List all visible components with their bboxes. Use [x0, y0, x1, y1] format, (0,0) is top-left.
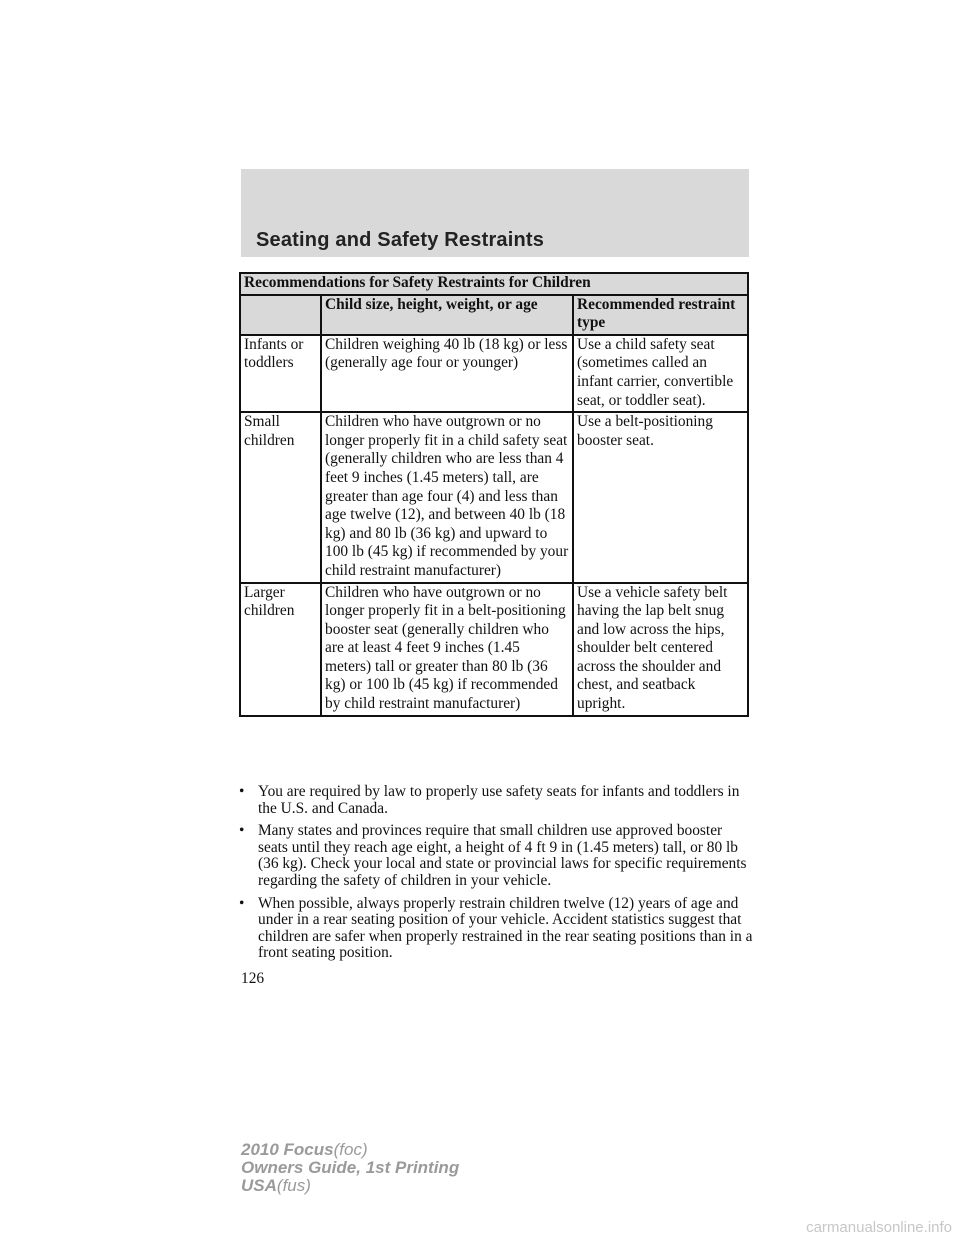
table-caption: Recommendations for Safety Restraints for Children	[240, 273, 748, 295]
footer-line-2	[241, 1159, 459, 1177]
bullet-text: You are required by law to properly use safety seats for infants and toddlers in the U.S. and Canada.	[258, 783, 740, 817]
site-watermark: carmanualsonline.info	[806, 1219, 952, 1236]
list-item	[239, 823, 754, 889]
bullet-marker: •	[239, 894, 245, 912]
row-category: Small children	[240, 412, 321, 582]
row-restraint: Use a vehicle safety belt having the lap belt snug and low across the hips, shoulder belt centered across the shoulder and chest, and seatback upright.	[573, 583, 748, 716]
table-row	[240, 335, 748, 412]
footer-model: 2010 Focus	[241, 1140, 334, 1159]
row-restraint: Use a child safety seat (sometimes called an infant carrier, convertible seat, or toddler seat).	[573, 335, 748, 412]
page-number: 126	[241, 970, 265, 987]
column-header-restraint: Recommended restraint type	[573, 295, 748, 335]
list-item	[239, 896, 754, 962]
footer-model-code: (foc)	[333, 1140, 368, 1159]
row-size: Children who have outgrown or no longer properly fit in a belt-positioning booster seat (generally children who are at least 4 feet 9 inches (1.45 meters) tall or greater than 80 lb (36 kg) or 100 lb (45 kg) if recommended by child restraint manufacturer)	[321, 583, 573, 716]
column-header-size: Child size, height, weight, or age	[321, 295, 573, 335]
row-category: Infants or toddlers	[240, 335, 321, 412]
footer-market-code: (fus)	[276, 1176, 311, 1195]
table-row	[240, 412, 748, 582]
bullet-text: Many states and provinces require that small children use approved booster seats until they reach age eight, a height of 4 ft 9 in (1.45 meters) tall, or 80 lb (36 kg). Check your local and state or provincial laws for specific requirements regarding the safety of children in your vehicle.	[258, 822, 747, 889]
list-item	[239, 784, 754, 817]
table-header-row	[240, 295, 748, 335]
row-size: Children weighing 40 lb (18 kg) or less (generally age four or younger)	[321, 335, 573, 412]
table-caption-row	[240, 273, 748, 295]
row-category: Larger children	[240, 583, 321, 716]
section-title: Seating and Safety Restraints	[256, 229, 545, 251]
footer-market: USA	[241, 1176, 277, 1195]
bullet-text: When possible, always properly restrain children twelve (12) years of age and under in a rear seating position of your vehicle. Accident statistics suggest that children are safer when properly restrained in the rear seating positions than in a front seating position.	[258, 894, 753, 962]
bullet-marker: •	[239, 822, 245, 840]
bullet-marker: •	[239, 783, 245, 800]
column-header-category	[240, 295, 321, 335]
row-restraint: Use a belt-positioning booster seat.	[573, 412, 748, 582]
footer-edition: Owners Guide, 1st Printing	[241, 1158, 460, 1177]
document-footer	[241, 1141, 459, 1195]
row-size: Children who have outgrown or no longer properly fit in a child safety seat (generally children who are less than 4 feet 9 inches (1.45 meters) tall, are greater than age four (4) and less than age twelve (12), and between 40 lb (18 kg) and 80 lb (36 kg) and upward to 100 lb (45 kg) if recommended by your child restraint manufacturer)	[321, 412, 573, 582]
footer-line-3	[241, 1177, 459, 1195]
safety-notes-list	[239, 784, 754, 968]
child-restraint-table	[239, 272, 749, 717]
table-row	[240, 583, 748, 716]
footer-line-1	[241, 1141, 459, 1159]
